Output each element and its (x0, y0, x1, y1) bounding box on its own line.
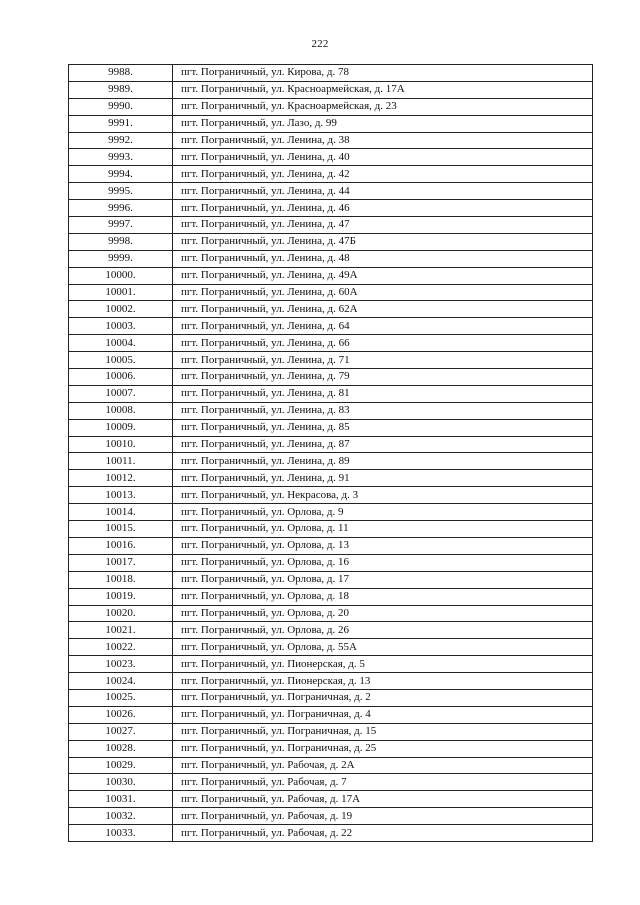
row-number-cell: 10031. (69, 791, 173, 808)
address-cell: пгт. Пограничный, ул. Лазо, д. 99 (173, 115, 593, 132)
address-cell: пгт. Пограничный, ул. Ленина, д. 79 (173, 369, 593, 386)
table-row (69, 267, 593, 284)
address-cell: пгт. Пограничный, ул. Орлова, д. 13 (173, 537, 593, 554)
address-cell: пгт. Пограничный, ул. Ленина, д. 47Б (173, 233, 593, 250)
row-number-cell: 9999. (69, 250, 173, 267)
row-number-cell: 10018. (69, 571, 173, 588)
address-cell: пгт. Пограничный, ул. Ленина, д. 62А (173, 301, 593, 318)
table-row (69, 791, 593, 808)
table-row (69, 554, 593, 571)
address-cell: пгт. Пограничный, ул. Пионерская, д. 5 (173, 656, 593, 673)
row-number-cell: 10024. (69, 673, 173, 690)
address-cell: пгт. Пограничный, ул. Ленина, д. 42 (173, 166, 593, 183)
row-number-cell: 10028. (69, 740, 173, 757)
table-row (69, 385, 593, 402)
page-number: 222 (311, 38, 329, 50)
address-cell: пгт. Пограничный, ул. Ленина, д. 81 (173, 385, 593, 402)
address-cell: пгт. Пограничный, ул. Орлова, д. 9 (173, 504, 593, 521)
address-cell: пгт. Пограничный, ул. Рабочая, д. 22 (173, 825, 593, 842)
address-cell: пгт. Пограничный, ул. Орлова, д. 55А (173, 639, 593, 656)
table-row (69, 419, 593, 436)
address-cell: пгт. Пограничный, ул. Орлова, д. 16 (173, 554, 593, 571)
address-cell: пгт. Пограничный, ул. Ленина, д. 83 (173, 402, 593, 419)
address-cell: пгт. Пограничный, ул. Ленина, д. 47 (173, 217, 593, 234)
table-row (69, 98, 593, 115)
row-number-cell: 10021. (69, 622, 173, 639)
address-cell: пгт. Пограничный, ул. Ленина, д. 87 (173, 436, 593, 453)
row-number-cell: 9996. (69, 200, 173, 217)
row-number-cell: 10026. (69, 706, 173, 723)
address-cell: пгт. Пограничный, ул. Ленина, д. 46 (173, 200, 593, 217)
table-row (69, 217, 593, 234)
address-table (68, 64, 593, 842)
table-row (69, 65, 593, 82)
table-row (69, 250, 593, 267)
table-row (69, 487, 593, 504)
table-row (69, 183, 593, 200)
row-number-cell: 10011. (69, 453, 173, 470)
table-row (69, 115, 593, 132)
row-number-cell: 10009. (69, 419, 173, 436)
row-number-cell: 10010. (69, 436, 173, 453)
row-number-cell: 9998. (69, 233, 173, 250)
table-row (69, 284, 593, 301)
address-cell: пгт. Пограничный, ул. Ленина, д. 44 (173, 183, 593, 200)
table-row (69, 470, 593, 487)
table-row (69, 808, 593, 825)
row-number-cell: 10023. (69, 656, 173, 673)
table-row (69, 571, 593, 588)
row-number-cell: 9993. (69, 149, 173, 166)
row-number-cell: 9997. (69, 217, 173, 234)
address-cell: пгт. Пограничный, ул. Рабочая, д. 17А (173, 791, 593, 808)
address-cell: пгт. Пограничный, ул. Ленина, д. 91 (173, 470, 593, 487)
row-number-cell: 10006. (69, 369, 173, 386)
row-number-cell: 10001. (69, 284, 173, 301)
row-number-cell: 9991. (69, 115, 173, 132)
address-cell: пгт. Пограничный, ул. Ленина, д. 48 (173, 250, 593, 267)
table-row (69, 402, 593, 419)
address-cell: пгт. Пограничный, ул. Ленина, д. 64 (173, 318, 593, 335)
row-number-cell: 10029. (69, 757, 173, 774)
row-number-cell: 9990. (69, 98, 173, 115)
table-row (69, 166, 593, 183)
row-number-cell: 10032. (69, 808, 173, 825)
table-row (69, 656, 593, 673)
table-row (69, 639, 593, 656)
row-number-cell: 9992. (69, 132, 173, 149)
address-cell: пгт. Пограничный, ул. Ленина, д. 60А (173, 284, 593, 301)
row-number-cell: 10027. (69, 723, 173, 740)
address-cell: пгт. Пограничный, ул. Некрасова, д. 3 (173, 487, 593, 504)
address-cell: пгт. Пограничный, ул. Рабочая, д. 2А (173, 757, 593, 774)
table-row (69, 740, 593, 757)
address-cell: пгт. Пограничный, ул. Орлова, д. 20 (173, 605, 593, 622)
table-row (69, 318, 593, 335)
address-cell: пгт. Пограничный, ул. Красноармейская, д. 23 (173, 98, 593, 115)
address-cell: пгт. Пограничный, ул. Ленина, д. 85 (173, 419, 593, 436)
table-row (69, 622, 593, 639)
row-number-cell: 10008. (69, 402, 173, 419)
row-number-cell: 10030. (69, 774, 173, 791)
address-cell: пгт. Пограничный, ул. Ленина, д. 49А (173, 267, 593, 284)
row-number-cell: 10016. (69, 537, 173, 554)
address-cell: пгт. Пограничный, ул. Ленина, д. 40 (173, 149, 593, 166)
table-row (69, 605, 593, 622)
row-number-cell: 10005. (69, 352, 173, 369)
row-number-cell: 10013. (69, 487, 173, 504)
table-row (69, 149, 593, 166)
address-cell: пгт. Пограничный, ул. Кирова, д. 78 (173, 65, 593, 82)
table-row (69, 588, 593, 605)
address-cell: пгт. Пограничный, ул. Красноармейская, д. 17А (173, 81, 593, 98)
table-row (69, 436, 593, 453)
row-number-cell: 9988. (69, 65, 173, 82)
table-row (69, 774, 593, 791)
address-cell: пгт. Пограничный, ул. Пограничная, д. 15 (173, 723, 593, 740)
table-row (69, 757, 593, 774)
address-cell: пгт. Пограничный, ул. Ленина, д. 89 (173, 453, 593, 470)
row-number-cell: 10014. (69, 504, 173, 521)
row-number-cell: 9994. (69, 166, 173, 183)
address-cell: пгт. Пограничный, ул. Рабочая, д. 7 (173, 774, 593, 791)
address-cell: пгт. Пограничный, ул. Пограничная, д. 2 (173, 689, 593, 706)
table-row (69, 200, 593, 217)
row-number-cell: 10020. (69, 605, 173, 622)
row-number-cell: 10019. (69, 588, 173, 605)
row-number-cell: 10033. (69, 825, 173, 842)
table-row (69, 369, 593, 386)
table-row (69, 81, 593, 98)
table-row (69, 673, 593, 690)
address-cell: пгт. Пограничный, ул. Рабочая, д. 19 (173, 808, 593, 825)
row-number-cell: 10017. (69, 554, 173, 571)
row-number-cell: 10007. (69, 385, 173, 402)
table-row (69, 825, 593, 842)
row-number-cell: 10004. (69, 335, 173, 352)
row-number-cell: 10003. (69, 318, 173, 335)
address-table-body (69, 65, 593, 842)
table-row (69, 453, 593, 470)
address-cell: пгт. Пограничный, ул. Орлова, д. 11 (173, 521, 593, 538)
table-row (69, 301, 593, 318)
address-cell: пгт. Пограничный, ул. Ленина, д. 71 (173, 352, 593, 369)
address-cell: пгт. Пограничный, ул. Пионерская, д. 13 (173, 673, 593, 690)
table-row (69, 504, 593, 521)
address-cell: пгт. Пограничный, ул. Ленина, д. 66 (173, 335, 593, 352)
table-row (69, 706, 593, 723)
address-cell: пгт. Пограничный, ул. Пограничная, д. 4 (173, 706, 593, 723)
row-number-cell: 10012. (69, 470, 173, 487)
address-cell: пгт. Пограничный, ул. Орлова, д. 17 (173, 571, 593, 588)
table-row (69, 521, 593, 538)
table-row (69, 537, 593, 554)
table-row (69, 335, 593, 352)
row-number-cell: 9995. (69, 183, 173, 200)
row-number-cell: 10022. (69, 639, 173, 656)
row-number-cell: 10025. (69, 689, 173, 706)
row-number-cell: 10002. (69, 301, 173, 318)
row-number-cell: 10015. (69, 521, 173, 538)
table-row (69, 689, 593, 706)
address-cell: пгт. Пограничный, ул. Пограничная, д. 25 (173, 740, 593, 757)
row-number-cell: 9989. (69, 81, 173, 98)
table-row (69, 352, 593, 369)
row-number-cell: 10000. (69, 267, 173, 284)
table-row (69, 233, 593, 250)
address-cell: пгт. Пограничный, ул. Ленина, д. 38 (173, 132, 593, 149)
table-row (69, 723, 593, 740)
address-cell: пгт. Пограничный, ул. Орлова, д. 18 (173, 588, 593, 605)
address-cell: пгт. Пограничный, ул. Орлова, д. 26 (173, 622, 593, 639)
table-row (69, 132, 593, 149)
